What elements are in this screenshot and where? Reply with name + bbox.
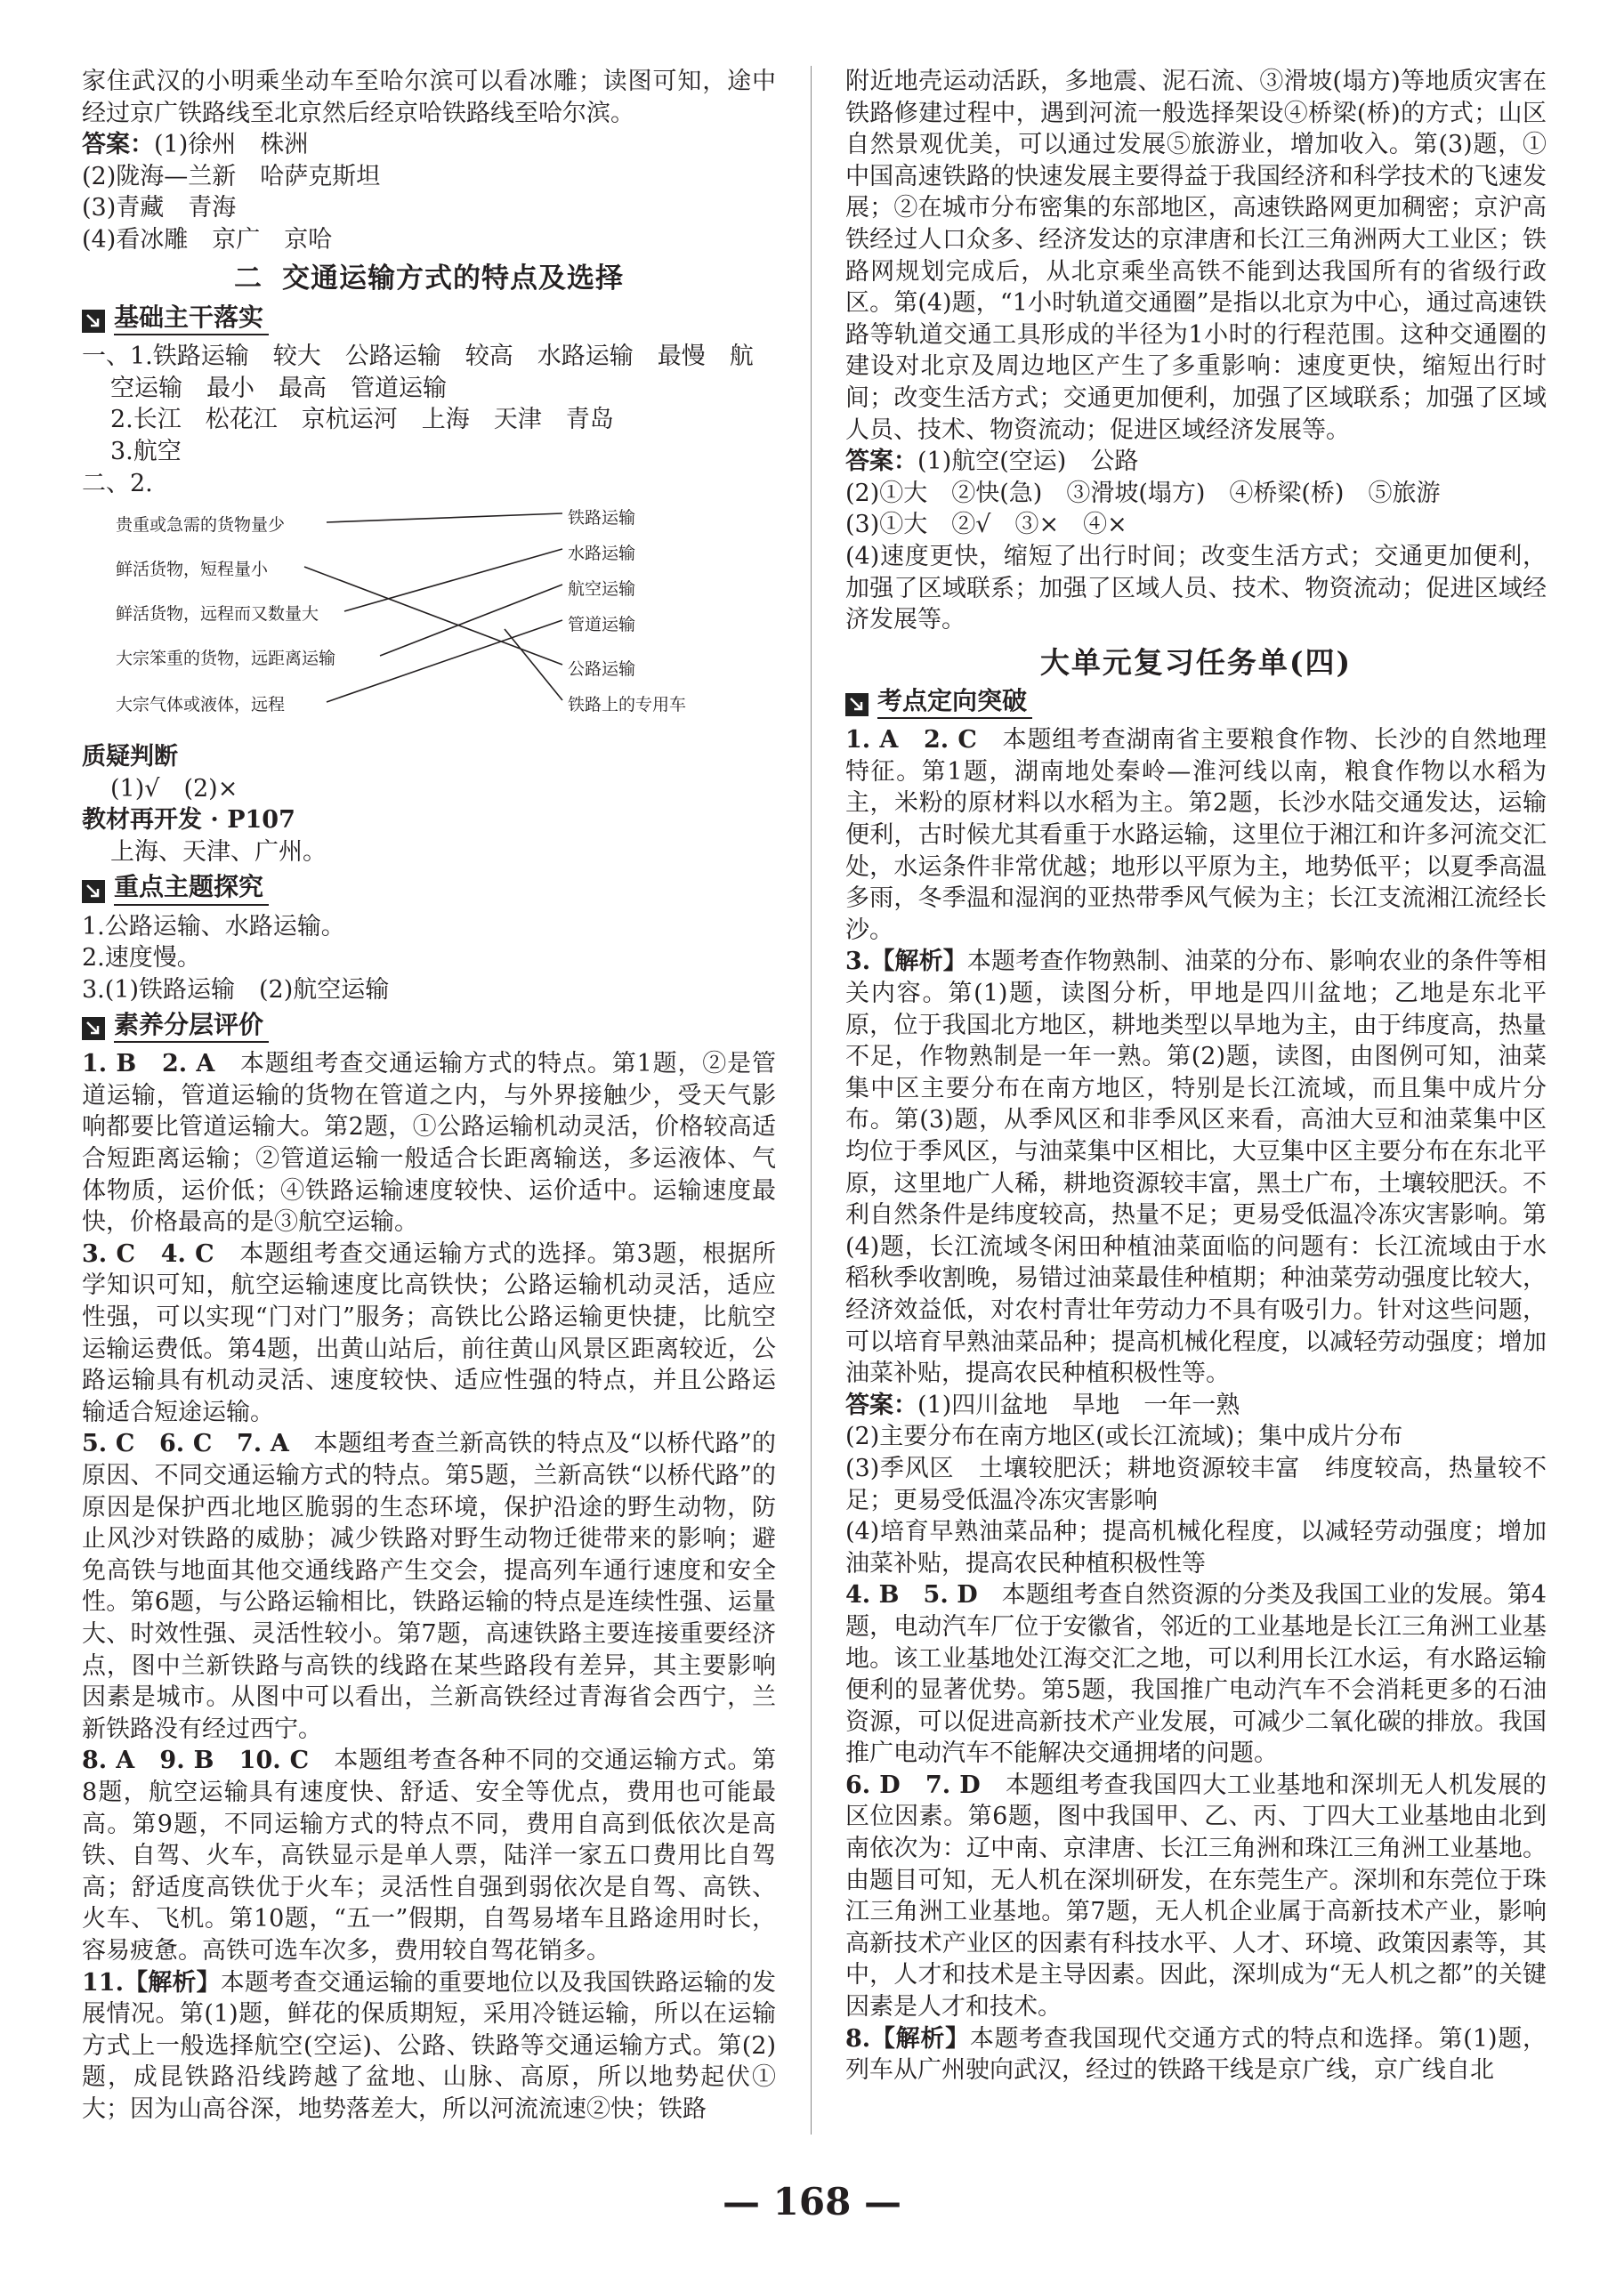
- section-heading-targeted: [845, 687, 1547, 719]
- review-question-4-5: 4. B 5. D 本题组考查自然资源的分类及我国工业的发展。第4题，电动汽车厂位于安徽省，邻近的工业基地是长江三角洲工业基地。该工业基地处江海交汇之地，可以利用长江水运，有水路运输便利的显著优势。第5题，我国推广电动汽车不会消耗更多的石油资源，可以促进高新技术产业发展，可减少二氧化碳的排放。我国推广电动汽车不能解决交通拥堵的问题。: [845, 1581, 1547, 1768]
- explore-line-2: 2.速度慢。: [82, 944, 201, 973]
- section-title: 基础主干落实: [114, 302, 269, 336]
- page-number: — 168 —: [723, 2180, 901, 2224]
- explore-line-3: 3.(1)铁路运输 (2)航空运输: [82, 975, 390, 1004]
- answer-line-1: (1)徐州 株洲: [154, 131, 309, 159]
- basic-line-1: 一、1.铁路运输 较大 公路运输 较高 水路运输 最慢 航: [82, 343, 754, 371]
- review-question-1-2: 1. A 2. C 本题组考查湖南省主要粮食作物、长沙的自然地理特征。第1题，湖南地处秦岭—淮河线以南，粮食作物以水稻为主，米粉的原材料以水稻为主。第2题，长沙水陆交通发达，运输便利，古时候尤其看重于水路运输，这里位于湘江和许多河流交汇处，水运条件非常优越；地形以平原为主，地势低平；以夏季高温多雨，冬季温和湿润的亚热带季风气候为主；长江支流湘江流经长沙。: [845, 726, 1547, 944]
- unit-review-title: 大单元复习任务单(四): [1039, 644, 1353, 680]
- basic-line-2: 空运输 最小 最高 管道运输: [110, 374, 447, 402]
- section-heading-basic: [82, 303, 776, 335]
- section-title: 重点主题探究: [114, 871, 269, 906]
- question-1-2: 1. B 2. A 本题组考查交通运输方式的特点。第1题，②是管道运输，管道运输的货物在管道之内，与外界接触少，受天气影响都要比管道运输大。第2题，①公路运输机动灵活，价格较高适合短距离运输；②管道运输一般适合长距离输送，多运液体、气体物质，运价低；④铁路运输速度较快、运价适中。运输速度最快，价格最高的是③航空运输。: [82, 1050, 777, 1237]
- match-left-2: 鲜活货物，短程量小: [116, 560, 269, 580]
- matching-diagram: [82, 506, 776, 738]
- answer-line-2: (2)陇海—兰新 哈萨克斯坦: [82, 162, 381, 190]
- answer-line-1: (1)航空(空运) 公路: [917, 448, 1139, 476]
- review-answer-3: (3)季风区 土壤较肥沃；耕地资源较丰富 纬度较高，热量较不足；更易受低温冷冻灾害影响: [845, 1454, 1547, 1514]
- section-arrow-icon: [82, 1017, 105, 1040]
- match-right-1: 铁路运输: [568, 508, 636, 529]
- chapter-title-text: 交通运输方式的特点及选择: [282, 262, 624, 295]
- continued-analysis: 附近地壳运动活跃，多地震、泥石流、③滑坡(塌方)等地质灾害在铁路修建过程中，遇到河流一般选择架设④桥梁(桥)的方式；山区自然景观优美，可以通过发展⑤旅游业，增加收入。第(3)题，①中国高速铁路的快速发展主要得益于我国经济和科学技术的飞速发展；②在城市分布密集的东部地区，高速铁路网更加稠密；京沪高铁经过人口众多、经济发达的京津唐和长江三角洲两大工业区；铁路网规划完成后，从北京乘坐高铁不能到达我国所有的省级行政区。第(4)题，“1小时轨道交通圈”是指以北京为中心，通过高速铁路等轨道交通工具形成的半径为1小时的行程范围。这种交通圈的建设对北京及周边地区产生了多重影响：速度更快，缩短出行时间；改变生活方式；交通更加便利，加强了区域联系；加强了区域人员、技术、物资流动；促进区域经济发展等。: [845, 68, 1547, 444]
- judge-title: 质疑判断: [82, 743, 178, 771]
- question-11: 11.【解析】本题考查交通运输的重要地位以及我国铁路运输的发展情况。第(1)题，鲜花的保质期短，采用冷链运输，所以在运输方式上一般选择航空(空运)、公路、铁路等交通运输方式。第(2)题，成昆铁路沿线跨越了盆地、山脉、高原，所以地势起伏①大；因为山高谷深，地势落差大，所以河流流速②快；铁路: [82, 1968, 776, 2123]
- match-left-1: 贵重或急需的货物量少: [116, 515, 286, 536]
- section-heading-explore: [82, 871, 776, 906]
- right-column: [845, 66, 1547, 2086]
- answer-line-3: (3)①大 ②√ ③× ④×: [845, 511, 1127, 539]
- textbook-title: 教材再开发 · P107: [82, 806, 295, 835]
- question-8-10: 8. A 9. B 10. C 本题组考查各种不同的交通运输方式。第8题，航空运输具有速度快、舒适、安全等优点，费用也可能最高。第9题，不同运输方式的特点不同，费用自高到低依次是高铁、自驾、火车，高铁显示是单人票，陆洋一家五口费用比自驾高；舒适度高铁优于火车；灵活性自强到弱依次是自驾、高铁、火车、飞机。第10题，“五一”假期，自驾易堵车且路途用时长，容易疲惫。高铁可选车次多，费用较自驾花销多。: [82, 1747, 777, 1965]
- left-column: [82, 66, 776, 2125]
- match-left-4: 大宗笨重的货物，远距离运输: [116, 649, 336, 669]
- answer-line-4: (4)看冰雕 京广 京哈: [82, 225, 333, 254]
- chapter-title: [82, 263, 776, 295]
- section-title: 考点定向突破: [877, 685, 1032, 720]
- answer-label: 答案：: [845, 448, 917, 476]
- textbook-answer: 上海、天津、广州。: [110, 837, 327, 866]
- answer-line-3: (3)青藏 青海: [82, 194, 237, 222]
- review-answer-2: (2)主要分布在南方地区(或长江流域)；集中成片分布: [845, 1423, 1403, 1451]
- section-arrow-icon: [82, 310, 105, 333]
- match-left-5: 大宗气体或液体，远程: [116, 695, 286, 715]
- section-arrow-icon: [82, 880, 105, 903]
- review-question-3: 3.【解析】本题考查作物熟制、油菜的分布、影响农业的条件等相关内容。第(1)题，读图分析，甲地是四川盆地；乙地是东北平原，位于我国北方地区，耕地类型以旱地为主，由于纬度高，热量不足，作物熟制是一年一熟。第(2)题，读图，由图例可知，油菜集中区主要分布在南方地区，特别是长江流域，而且集中成片分布。第(3)题，从季风区和非季风区来看，高油大豆和油菜集中区均位于季风区，与油菜集中区相比，大豆集中区主要分布在东北平原，这里地广人稀，耕地资源较丰富，黑土广布，土壤较肥沃。不利自然条件是纬度较高，热量不足；更易受低温冷冻灾害影响。第(4)题，长江流域冬闲田种植油菜面临的问题有：长江流域由于水稻秋季收割晚，易错过油菜最佳种植期；种油菜劳动强度比较大，经济效益低，对农村青壮年劳动力不具有吸引力。针对这些问题，可以培育早熟油菜品种；提高机械化程度，以减轻劳动强度；增加油菜补贴，提高农民种植积极性等。: [845, 948, 1547, 1388]
- intro-text: 家住武汉的小明乘坐动车至哈尔滨可以看冰雕；读图可知，途中经过京广铁路线至北京然后经京哈铁路线至哈尔滨。: [82, 68, 776, 127]
- review-answer-4: (4)培育早熟油菜品种；提高机械化程度，以减轻劳动强度；增加油菜补贴，提高农民种植积极性等: [845, 1518, 1547, 1578]
- section-title: 素养分层评价: [114, 1009, 269, 1044]
- basic-line-5: 二、2.: [82, 469, 153, 497]
- question-3-4: 3. C 4. C 本题组考查交通运输方式的选择。第3题，根据所学知识可知，航空运输速度比高铁快；公路运输机动灵活，适应性强，可以实现“门对门”服务；高铁比公路运输更快捷，比航空运输运费低。第4题，出黄山站后，前往黄山风景区距离较近，公路运输具有机动灵活、速度较快、适应性强的特点，并且公路运输适合短途运输。: [82, 1239, 776, 1426]
- match-right-6: 铁路上的专用车: [568, 695, 687, 715]
- review-question-8: 8.【解析】本题考查我国现代交通方式的特点和选择。第(1)题，列车从广州驶向武汉，经过的铁路干线是京广线，京广线自北: [845, 2024, 1547, 2085]
- answer-label: 答案：: [82, 131, 154, 159]
- question-5-7: 5. C 6. C 7. A 本题组考查兰新高铁的特点及“以桥代路”的原因、不同交通运输方式的特点。第5题，兰新高铁“以桥代路”的原因是保护西北地区脆弱的生态环境，保护沿途的野生动物，防止风沙对铁路的威胁；减少铁路对野生动物迁徙带来的影响；避免高铁与地面其他交通线路产生交会，提高列车通行速度和安全性。第6题，与公路运输相比，铁路运输的特点是连续性强、运量大、时效性强、灵活性较小。第7题，高速铁路主要连接重要经济点，图中兰新铁路与高铁的线路在某些路段有差异，其主要影响因素是城市。从图中可以看出，兰新高铁经过青海省会西宁，兰新铁路没有经过西宁。: [82, 1430, 777, 1743]
- match-right-2: 水路运输: [568, 544, 636, 564]
- column-divider: [811, 66, 812, 2135]
- judge-answer: (1)√ (2)×: [110, 774, 238, 803]
- match-right-5: 公路运输: [568, 659, 636, 680]
- basic-line-4: 3.航空: [110, 437, 182, 465]
- answer-line-2: (2)①大 ②快(急) ③滑坡(塌方) ④桥梁(桥) ⑤旅游: [845, 479, 1441, 507]
- section-arrow-icon: [845, 693, 869, 716]
- match-right-3: 航空运输: [568, 579, 636, 600]
- match-right-4: 管道运输: [568, 615, 636, 635]
- answer-label: 答案：: [845, 1391, 917, 1419]
- explore-line-1: 1.公路运输、水路运输。: [82, 912, 345, 940]
- section-heading-eval: [82, 1011, 776, 1043]
- basic-line-3: 2.长江 松花江 京杭运河 上海 天津 青岛: [110, 406, 614, 434]
- match-left-3: 鲜活货物，远程而又数量大: [116, 604, 319, 625]
- chapter-number: 二: [234, 262, 263, 295]
- review-answer-1: (1)四川盆地 旱地 一年一熟: [917, 1391, 1240, 1419]
- review-question-6-7: 6. D 7. D 本题组考查我国四大工业基地和深圳无人机发展的区位因素。第6题，图中我国甲、乙、丙、丁四大工业基地由北到南依次为：辽中南、京津唐、长江三角洲和珠江三角洲工业基地。由题目可知，无人机在深圳研发，在东莞生产。深圳和东莞位于珠江三角洲工业基地。第7题，无人机企业属于高新技术产业，影响高新技术产业区的因素有科技水平、人才、环境、政策因素等，其中，人才和技术是主导因素。因此，深圳成为“无人机之都”的关键因素是人才和技术。: [845, 1771, 1547, 2022]
- answer-line-4: (4)速度更快，缩短了出行时间；改变生活方式；交通更加便利，加强了区域联系；加强了区域人员、技术、物资流动；促进区域经济发展等。: [845, 542, 1547, 634]
